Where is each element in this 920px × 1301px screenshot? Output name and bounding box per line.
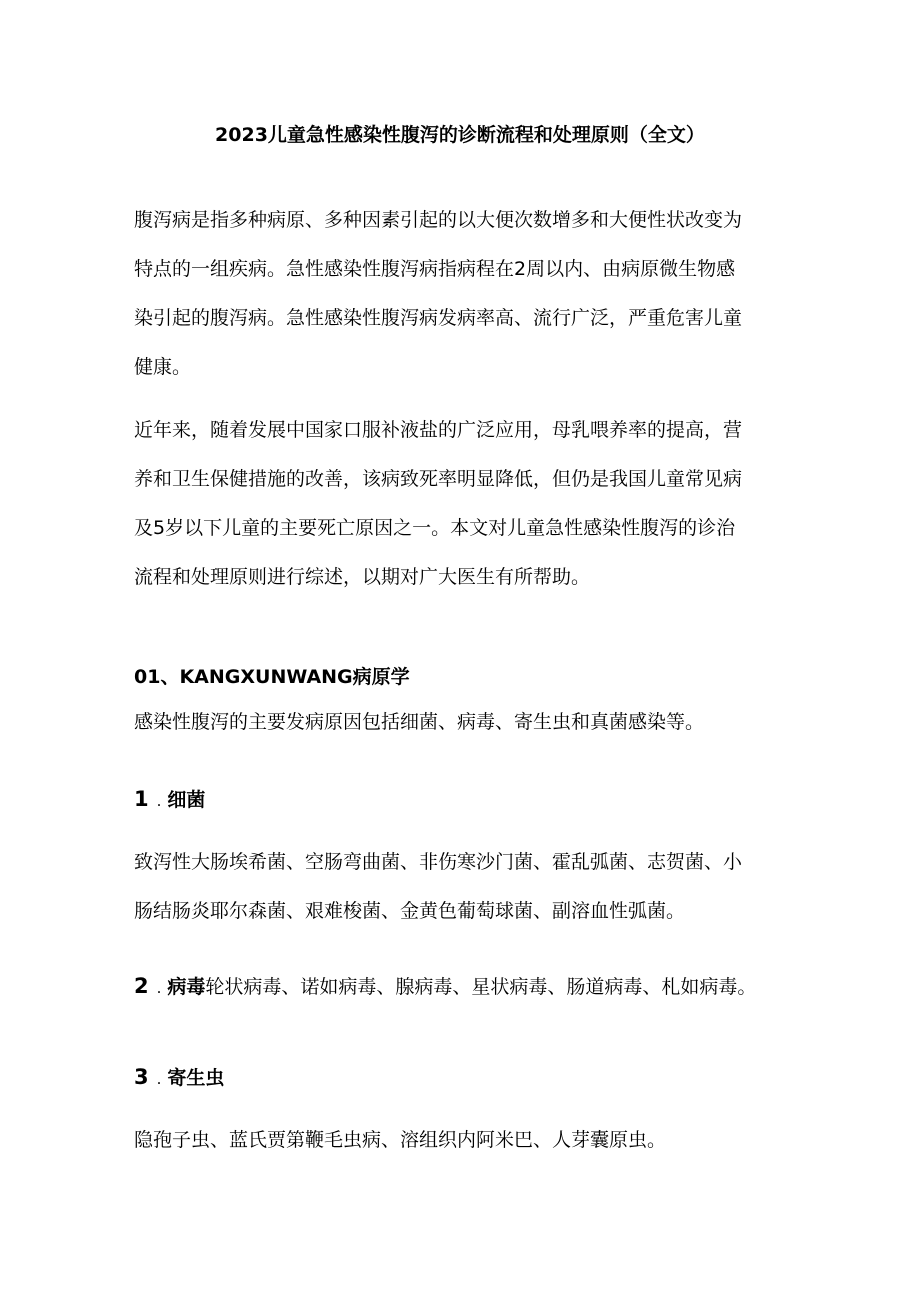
paragraph-line: 肠结肠炎耶尔森菌、艰难梭菌、金黄色葡萄球菌、副溶血性弧菌。 [134, 900, 686, 922]
item-dot: . [156, 1070, 162, 1088]
item-number: 3 [134, 1065, 149, 1089]
paragraph-line: 感染性腹泻的主要发病原因包括细菌、病毒、寄生虫和真菌感染等。 [134, 711, 705, 733]
paragraph-line: 致泻性大肠埃希菌、空肠弯曲菌、非伤寒沙门菌、霍乱弧菌、志贺菌、小 [134, 851, 743, 873]
paragraph-line: 腹泻病是指多种病原、多种因素引起的以大便次数增多和大便性状改变为 [134, 209, 743, 231]
item-label: 寄生虫 [167, 1067, 225, 1089]
item-dot: . [156, 979, 162, 997]
paragraph-line: 特点的一组疾病。急性感染性腹泻病指病程在2周以内、由病原微生物感 [134, 258, 736, 280]
subheading-virus [134, 972, 756, 1002]
paragraph-line: 染引起的腹泻病。急性感染性腹泻病发病率高、流行广泛，严重危害儿童 [134, 307, 743, 329]
paragraph-line: 健康。 [134, 356, 192, 378]
paragraph-line: 及5岁以下儿童的主要死亡原因之一。本文对儿童急性感染性腹泻的诊治 [134, 517, 736, 539]
section-summary [134, 698, 794, 747]
intro-paragraph-2 [134, 406, 794, 602]
item-dot: . [156, 792, 162, 810]
bacteria-paragraph [134, 838, 794, 936]
item-label: 病毒 [167, 976, 206, 998]
subheading-parasite [134, 1063, 224, 1093]
item-label: 细菌 [167, 789, 206, 811]
section-heading-etiology: 01、KANGXUNWANG病原学 [134, 666, 410, 688]
paragraph-line: 近年来，随着发展中国家口服补液盐的广泛应用，母乳喂养率的提高，营 [134, 419, 743, 441]
parasite-paragraph [134, 1116, 794, 1165]
subheading-bacteria [134, 785, 205, 815]
item-number: 1 [134, 787, 149, 811]
paragraph-line: 隐孢子虫、蓝氏贾第鞭毛虫病、溶组织内阿米巴、人芽囊原虫。 [134, 1129, 667, 1151]
document-title: 2023儿童急性感染性腹泻的诊断流程和处理原则（全文） [215, 124, 705, 146]
paragraph-line: 流程和处理原则进行综述，以期对广大医生有所帮助。 [134, 566, 591, 588]
paragraph-line: 养和卫生保健措施的改善，该病致死率明显降低，但仍是我国儿童常见病 [134, 468, 743, 490]
virus-list-text: 轮状病毒、诺如病毒、腺病毒、星状病毒、肠道病毒、札如病毒。 [205, 976, 757, 998]
intro-paragraph-1 [134, 196, 794, 392]
item-number: 2 [134, 974, 149, 998]
